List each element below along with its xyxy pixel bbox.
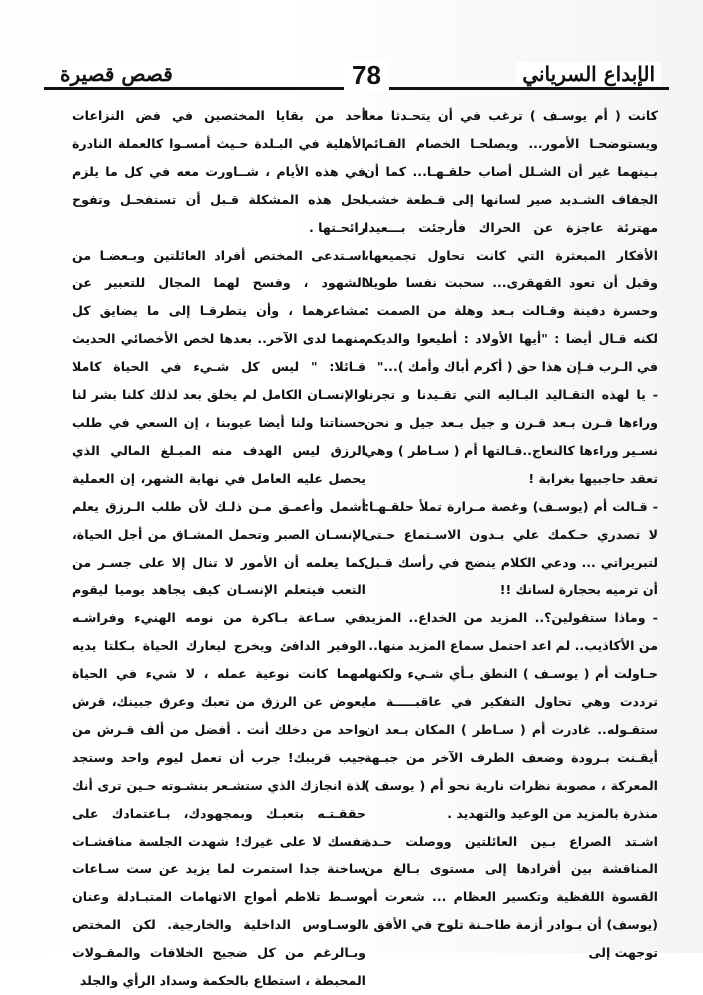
paragraph: أحد من بقايا المختصين في فض النزاعات الأهلية في البـلدة حـيث أمسـوا كالعملة النادرة في هذه الأيام ، شــاورت معه في كل ما يلزم لحل هذه المشكلة قـبل أن تستفحـل وتفوح رائحـتها . (72, 108, 366, 235)
page-number: 78 (344, 60, 389, 91)
paragraph: - وماذا ستقولين؟.. المزيد من الخداع.. المزيد من الأكاذيب.. لم اعد احتمل سماع المزيد منها.. (364, 610, 658, 654)
paragraph: كانت ( أم يوسـف ) ترغب في أن يتحـدثا معا ويستوضحـا الأمور... ويصلحـا الخصام القـائم بـينهما غير أن الشـلل أصاب حلقـهـا... كما أن الجفاف الشـديد صير لسانها إلى قـطعة خشب مهترئة عاجزة عن الحراك فأرجئت بـــعيدا الأفكار المبعثرة التي كانت تحاول تجميعها، وقبل أن تعود القهقرى... سحبت نفسا طويلا وحسرة دفينة وقـالت بـعد وهلة من الصمت : لكنه قـال أيضا : "أيها الأولاد : أطيعوا والديكم في الـرب فـإن هذا حق ( أكرم أباك وأمك )..." (364, 108, 658, 375)
page-header (44, 60, 669, 98)
magazine-title: الإبداع السرياني (516, 62, 661, 86)
paragraph: اشـتد الصراع بـين العائلتين ووصلت حـدة المناقشة بين أفرادها إلى مستوى بـالغ من القسوة اللفظية وتكسير العظام ... شعرت أم (يوسف) أن بـوادر أزمة طاحـنة تلوح في الأفق ، توجهت إلى (364, 833, 658, 961)
column-right (364, 102, 658, 967)
paragraph: اسـتدعى المختص أفراد العائلتين وبـعضـا من الشهود ، وفسح لهما المجال للتعبير عن مشاعرهما ، وأن يتطرقـا إلى ما يضايق كل منهما لدى الآخر.. بعدها لخص الأخصائي الحديث قـائلا: " ليس كل شـيء في الحياة كاملا والإنسـان الكامل لم يخلق بعد لذلك كلنا بشر لنا حسناتنا ولنا أيضا عيوبنا ، إن السعي في طلب الرزق ليس الهدف منه المبـلغ المالي الذي يحصل عليه العامل في نهاية الشهر، إن العملية أشمل وأعمـق مـن ذلـك لأن طلب الـرزق يعلم الإنسـان الصبر وتحمل المشـاق من أجل الحياة، كما يعلمه أن الأمور لا تنال إلا على جسـر من التعب فيتعلم الإنسـان كيف يجاهد يوميا ليقوم في سـاعة بـاكرة من نومه الهنيء وفراشـه الوفير الدافئ ويخرج ليعارك الحياة بـكلتا يديه مهما كانت نوعية عمله ، لا شيء في الحياة يعوض عن الرزق من تعبك وعرق جبينك، قرش واحد من دخلك أنت . أفضل من ألف قـرش من جيب قريبك! جرب أن تعمل ليوم واحد وستجد لذة انجازك الذي ستشـعر بنشـوته حـين ترى أنك حققـتـه بتعبـك وبمجهودك، بـاعتمادك على نفسك لا على غيرك! شهدت الجلسة مناقشـات ساخنة جدا استمرت لما يزيد عن ست سـاعات وسـط تلاطم أمواج الاتهامات المتبـادلة وعنان الوسـاوس الداخلية والخارجية. لكن المختص وبـالرغم من كل ضجيج الخلافات والمقـولات المحبطة ، استطاع بالحكمة وسداد الرأي والجلد (72, 247, 366, 989)
section-title: قصص قصيرة (54, 62, 179, 86)
paragraph: حـاولت أم ( يوسـف ) النطق بـأي شـيء ولكنها ترددت وهي تحاول التفكير في عاقبـــــة ما ستقـوله.. غادرت أم ( سـاطر ) المكان بـعد ان أيقـنت بـرودة وضعف الطرف الآخر من جبـهة المعركة ، مصوبة نظرات نارية نحو أم ( يوسف ) منذرة بالمزيد من الوعيد والتهديد . (364, 666, 658, 821)
column-left (72, 102, 366, 995)
paragraph: - يا لهذه التقـاليد البـاليه التي تقـيدنا و تجرنا وراءها قـرن بـعد قـرن و جيل بـعد جيل و نحن نسـير وراءها كالنعاج..قـالتها أم ( سـاطر ) وهي تعقد حاجبيها بغرابة ! (364, 387, 658, 486)
paragraph: - قـالت أم (يوسـف) وغصة مـرارة تملأ حلقـهـا: لا تصدري حـكمك علي بـدون الاسـتماع حـتى لتبريراتي ... ودعي الكلام ينضج في رأسك قـبل أن ترميه بحجارة لسانك !! (364, 498, 658, 598)
